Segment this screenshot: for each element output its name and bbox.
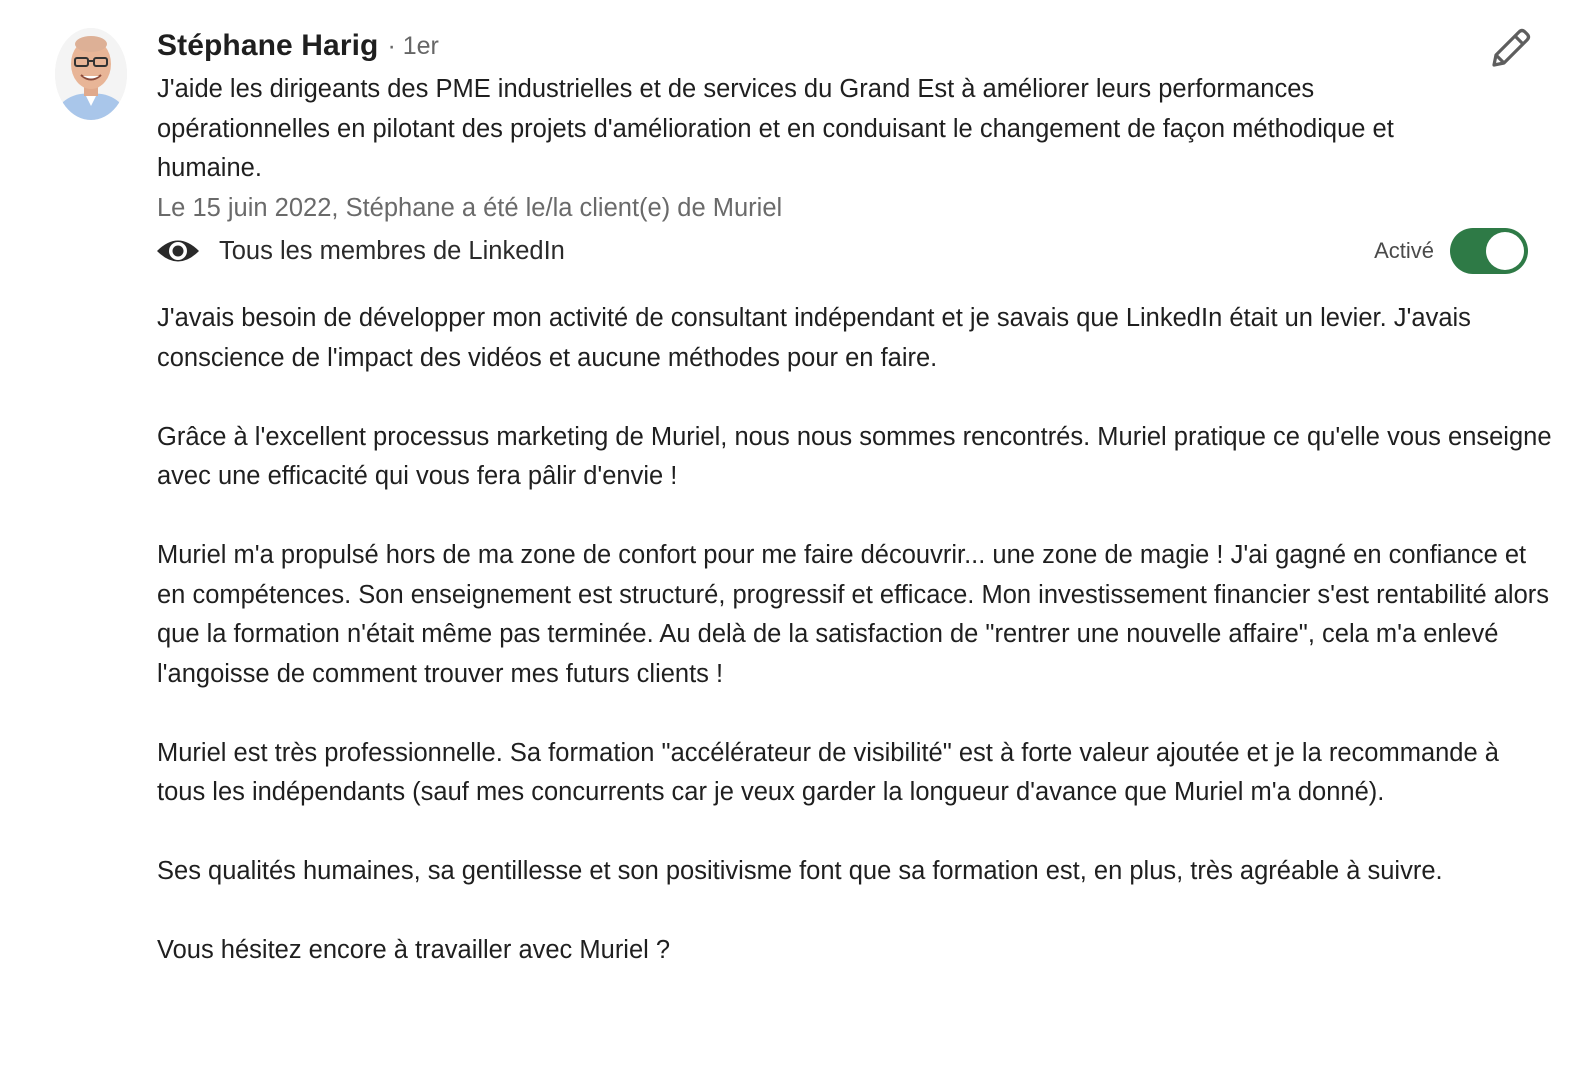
recommendation-paragraph: J'avais besoin de développer mon activité de consultant indépendant et je savais que LinkedIn était un levier. J'avais conscience de l'impact des vidéos et aucune méthodes pour en faire.	[157, 304, 1471, 372]
recommendation-header	[157, 24, 1557, 274]
recommendation-paragraph: Vous hésitez encore à travailler avec Muriel ?	[157, 936, 671, 964]
recommendation-paragraph: Grâce à l'excellent processus marketing de Muriel, nous nous sommes rencontrés. Muriel pratique ce qu'elle vous enseigne avec une efficacité qui vous fera pâlir d'envie !	[157, 422, 1552, 490]
avatar-photo	[55, 28, 127, 120]
recommendation-text	[157, 299, 1552, 1010]
author-headline: J'aide les dirigeants des PME industrielles et de services du Grand Est à améliorer leurs performances opérationnelles en pilotant des projets d'amélioration et en conduisant le changement de façon méthodique et humaine.	[157, 75, 1394, 182]
visibility-toggle-group	[1374, 228, 1528, 274]
recommendation-paragraph: Muriel m'a propulsé hors de ma zone de confort pour me faire découvrir... une zone de magie ! J'ai gagné en confiance et en compétences. Son enseignement est structuré, progressif et efficace. Mon investissement financier s'est rentabilité alors que la formation n'était même pas terminée. Au delà de la satisfaction de "rentrer une nouvelle affaire", cela m'a enlevé l'angoisse de comment trouver mes futurs clients !	[157, 541, 1550, 688]
author-name[interactable]: Stéphane Harig	[157, 29, 379, 62]
visibility-row	[157, 228, 1557, 274]
avatar[interactable]	[55, 28, 127, 120]
recommendation-paragraph: Muriel est très professionnelle. Sa formation "accélérateur de visibilité" est à forte valeur ajoutée et je la recommande à tous les indépendants (sauf mes concurrents car je veux garder la longueur d'avance que Muriel m'a donné).	[157, 738, 1499, 806]
visibility-toggle[interactable]	[1450, 228, 1528, 274]
connection-degree: · 1er	[387, 31, 439, 60]
recommendation-paragraph: Ses qualités humaines, sa gentillesse et son positivisme font que sa formation est, en plus, très agréable à suivre.	[157, 857, 1443, 885]
visibility-label: Tous les membres de LinkedIn	[219, 236, 565, 265]
author-line	[157, 24, 1557, 68]
eye-icon	[155, 236, 201, 266]
toggle-label: Activé	[1374, 238, 1434, 263]
toggle-knob	[1486, 232, 1524, 270]
relation-info: Le 15 juin 2022, Stéphane a été le/la client(e) de Muriel	[157, 193, 783, 222]
